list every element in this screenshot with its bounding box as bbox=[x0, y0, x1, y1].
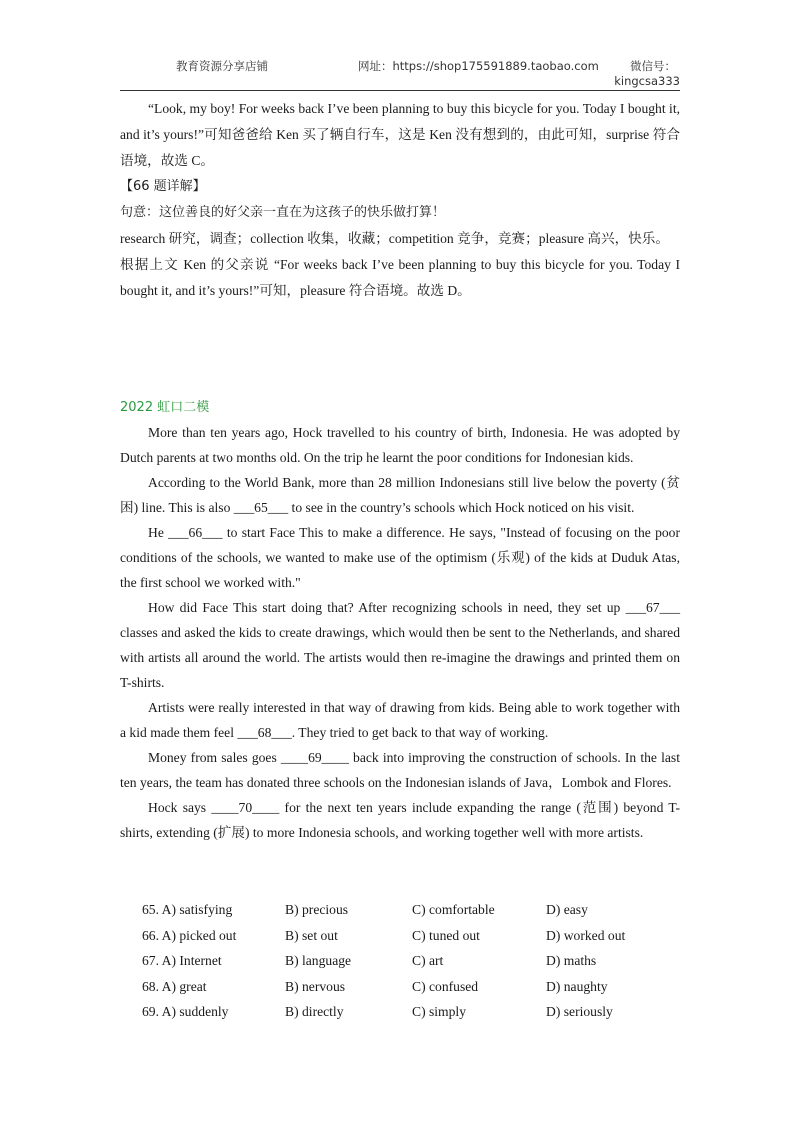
option-a: 68. A) great bbox=[142, 978, 207, 994]
reading-passage bbox=[120, 420, 680, 845]
option-d: D) worked out bbox=[546, 927, 626, 943]
passage-paragraph: How did Face This start doing that? After recognizing schools in need, they set up ___67___ classes and asked the kids to create drawings, which would then be sent to the Netherlands, and shared with artists all around the world. The artists would then re-imagine the drawings and printed them on T-shirts. bbox=[120, 600, 680, 690]
option-c: C) art bbox=[412, 953, 444, 969]
page-header bbox=[120, 54, 680, 91]
option-a: 69. A) suddenly bbox=[142, 1004, 229, 1020]
passage-paragraph: Hock says ____70____ for the next ten years include expanding the range (范围) beyond T-shirts, extending (扩展) to more Indonesia schools, and working together well with more artists. bbox=[120, 800, 680, 840]
option-d: D) seriously bbox=[546, 1004, 613, 1020]
passage-paragraph: He ___66___ to start Face This to make a difference. He says, "Instead of focusing on the poor conditions of the schools, we wanted to make use of the optimism (乐观) of the kids at Duduk Atas, the first school we worked with." bbox=[120, 525, 680, 590]
answer-explanation bbox=[120, 96, 680, 304]
option-a: 65. A) satisfying bbox=[142, 902, 233, 917]
option-c: C) confused bbox=[412, 978, 479, 994]
option-c: C) tuned out bbox=[412, 927, 480, 943]
option-b: B) set out bbox=[285, 927, 338, 943]
vocab-list: research 研究，调查；collection 收集，收藏；competition 竞争，竞赛；pleasure 高兴，快乐。 bbox=[120, 231, 669, 246]
option-b: B) directly bbox=[285, 1004, 344, 1020]
passage-paragraph: According to the World Bank, more than 28 million Indonesians still live below the poverty (贫困) line. This is also ___65___ to see in the country’s schools which Hock noticed on his visit. bbox=[120, 475, 680, 515]
wechat-id: kingcsa333 bbox=[614, 74, 680, 88]
option-d: D) naughty bbox=[546, 978, 608, 994]
shop-name: 教育资源分享店铺 bbox=[176, 59, 268, 73]
option-b: B) precious bbox=[285, 902, 349, 917]
option-c: C) comfortable bbox=[412, 902, 495, 917]
passage-paragraph: Money from sales goes ____69____ back into improving the construction of schools. In the last ten years, the team has donated three schools on the Indonesian islands of Java，Lombok and Flores. bbox=[120, 750, 680, 790]
passage-paragraph: More than ten years ago, Hock travelled to his country of birth, Indonesia. He was adopted by Dutch parents at two months old. On the trip he learnt the poor conditions for Indonesian kids. bbox=[120, 425, 680, 465]
option-d: D) easy bbox=[546, 902, 588, 917]
option-b: B) language bbox=[285, 953, 352, 969]
shop-url: 网址：https://shop175591889.taobao.com bbox=[358, 59, 599, 73]
option-a: 66. A) picked out bbox=[142, 927, 237, 943]
passage-paragraph: Artists were really interested in that way of drawing from kids. Being able to work together with a kid made them feel ___68___. They tried to get back to that way of working. bbox=[120, 700, 680, 740]
option-b: B) nervous bbox=[285, 978, 346, 994]
sentence-meaning: 句意：这位善良的好父亲一直在为这孩子的快乐做打算！ bbox=[120, 205, 446, 220]
explanation-paragraph: “Look, my boy! For weeks back I’ve been planning to buy this bicycle for you. Today I bought it, and it’s yours!”可知爸爸给 Ken 买了辆自行车，这是 Ken 没有想到的，由此可知，surprise 符合语境，故选 C。 bbox=[120, 101, 680, 168]
option-c: C) simply bbox=[412, 1004, 467, 1020]
option-a: 67. A) Internet bbox=[142, 953, 222, 969]
wechat-label: 微信号： bbox=[630, 59, 676, 73]
option-d: D) maths bbox=[546, 953, 597, 969]
reasoning: 根据上文 Ken 的父亲说 “For weeks back I’ve been planning to buy this bicycle for you. Today I bought it, and it’s yours!”可知，pleasure 符合语境。故选 D。 bbox=[120, 257, 680, 298]
section-title: 2022 虹口二模 bbox=[120, 400, 210, 415]
detail-heading: 【66 题详解】 bbox=[120, 179, 206, 194]
